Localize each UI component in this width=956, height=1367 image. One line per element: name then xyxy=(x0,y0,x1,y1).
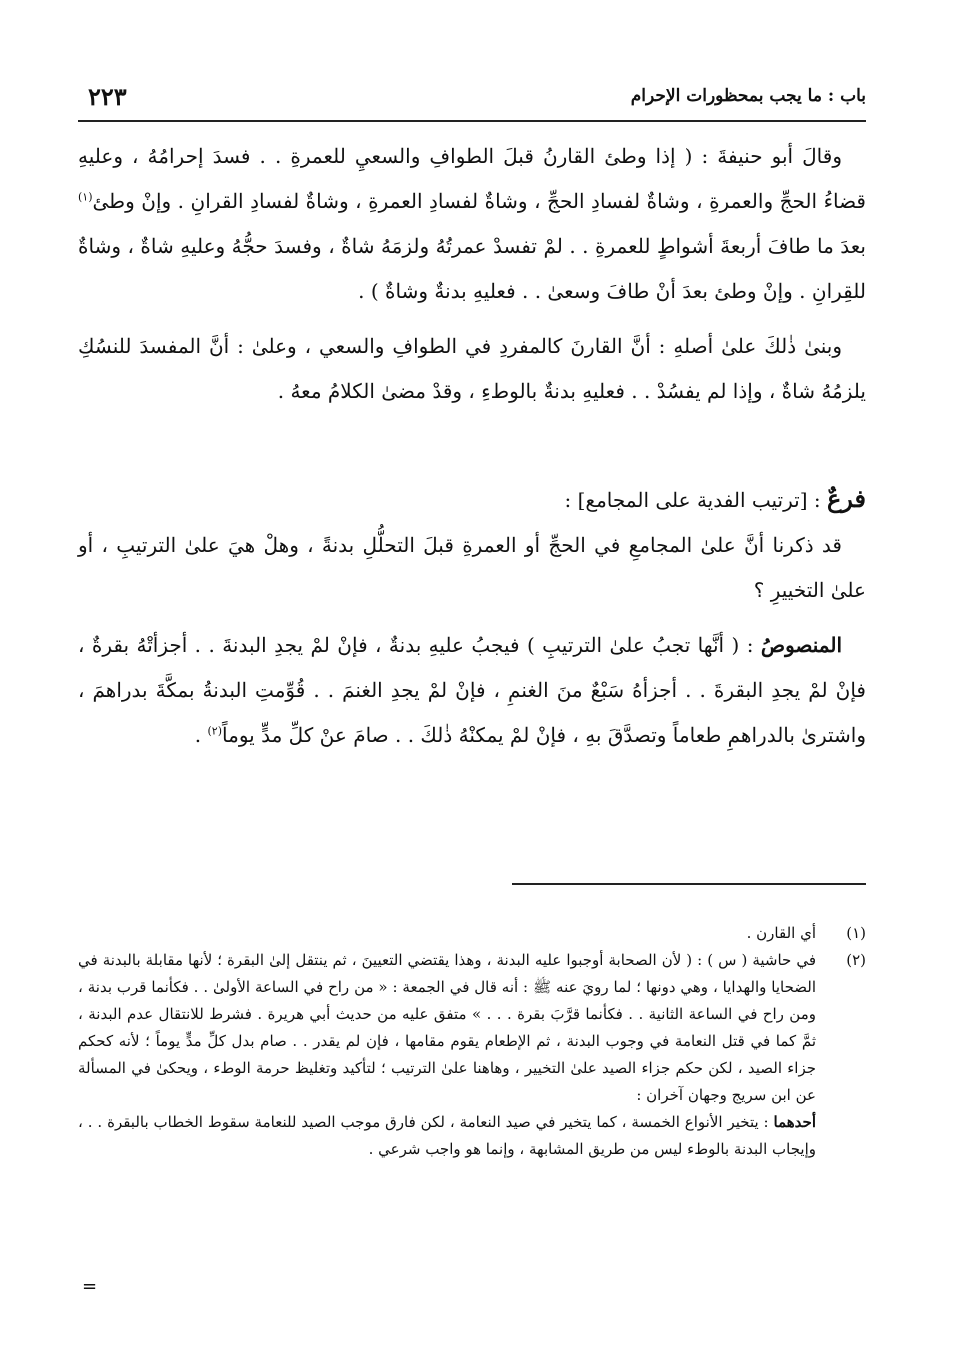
branch-label: فرعٌ xyxy=(826,484,866,513)
footnote-divider xyxy=(512,883,866,885)
footnote-2-continued-text: : يتخير الأنواع الخمسة ، كما يتخير في صيد النعامة ، لكن فارق موجب الصيد للنعامة سقوط الخطاب بالبقرة . . ، وإيجاب البدنة بالوطء ليس من طريق المشابهة ، وإنما هو واجب شرعي . xyxy=(78,1113,816,1158)
running-header xyxy=(78,78,866,122)
footnote-2-continued xyxy=(78,1109,866,1163)
main-text xyxy=(78,134,866,758)
paragraph-abu-hanifa xyxy=(78,134,866,314)
footnote-1-number: (١) xyxy=(846,924,866,942)
footnote-1 xyxy=(78,920,866,947)
paragraph-text-continued: بعدَ ما طافَ أربعةَ أشواطٍ للعمرةِ . . لمْ تفسدْ عمرتُهُ ولزمَهُ شاةٌ ، وفسدَ حجُّهُ وعليهِ شاةٌ ، وشاةٌ للقِرانِ . وإنْ وطئ بعدَ أنْ طافَ وسعىٰ . . فعليهِ بدنةٌ وشاةٌ ) . xyxy=(78,234,866,303)
branch-title-text: : [ترتيب الفدية على المجامع] : xyxy=(564,488,827,512)
paragraph-text: : ( أنَّها تجبُ علىٰ الترتيبِ ) فيجبُ عليهِ بدنةٌ ، فإنْ لمْ يجدِ البدنةَ . . أجزأتْهُ بقرةٌ ، فإنْ لمْ يجدِ البقرةَ . . أجزأهُ سَبْعٌ منَ الغنمِ ، فإنْ لمْ يجدِ الغنمَ . . قُوِّمتِ البدنةُ بمكَّةَ بدراهمَ ، واشترىٰ بالدراهمِ طعاماً وتصدَّقَ بهِ ، فإنْ لمْ يمكنْهُ ذٰلكَ . . صامَ عنْ كلِّ مدٍّ يوماً xyxy=(78,633,866,747)
footnote-ref-2[interactable]: (٢) xyxy=(207,724,223,738)
footnote-2-number: (٢) xyxy=(846,951,866,969)
footnote-1-text: أي القارن . xyxy=(746,924,816,942)
continuation-mark: = xyxy=(82,1276,98,1297)
paragraph-basis: وبنىٰ ذٰلكَ علىٰ أصلهِ : أنَّ القارنَ كالمفردِ في الطوافِ والسعي ، وعلىٰ : أنَّ المفسدَ للنسُكِ يلزمُهُ شاةٌ ، وإذا لم يفسُدْ . . فعليهِ بدنةٌ بالوطءِ ، وقدْ مضىٰ الكلامُ معهُ . xyxy=(78,334,866,403)
paragraph-order-question: قد ذكرنا أنَّ علىٰ المجامعِ في الحجِّ أو العمرةِ قبلَ التحلُّلِ بدنةً ، وهلْ هيَ علىٰ الترتيبِ ، أو علىٰ التخييرِ ؟ xyxy=(78,533,866,602)
footnote-2-text: في حاشية ( س ) : ( لأن الصحابة أوجبوا عليه البدنة ، وهذا يقتضي التعيينَ ، ثم ينتقل إلىٰ البقرة ؛ لأنها مقابلة بالبدنة في الضحايا والهدايا ، وهي دونها ؛ لما رويَ عنه ﷺ : أنه قال في الجمعة : « من راح في الساعة الأولىٰ . . فكأنما قرب بدنة ، ومن راح في الساعة الثانية . . فكأنما قرَّبَ بقرة . . . » متفق عليه من حديث أبي هريرة . فشرط للانتقال عدم البدنة ، ثمَّ كما في قتل النعامة في وجوب البدنة ، ثم الإطعام يقوم مقامها ، فإن لم يقدر . . صام بدل كلِّ مدٍّ يوماً ؛ لأنه كحكم جزاء الصيد ، لكن حكم جزاء الصيد علىٰ التخيير ، وهاهنا علىٰ الترتيب ؛ لتأكيد وتغليظ حرمة الوطء ، ويحكىٰ في المسألة عن ابن سريج وجهان آخران : xyxy=(78,951,816,1104)
footnote-2 xyxy=(78,947,866,1109)
chapter-title: باب : ما يجب بمحظورات الإحرام xyxy=(630,86,866,106)
page-number: ٢٢٣ xyxy=(88,82,127,111)
footnote-2-first-label: أحدهما xyxy=(773,1113,816,1131)
header-divider xyxy=(78,120,866,122)
section-heading xyxy=(78,476,866,523)
stipulated-label: المنصوصُ xyxy=(760,633,842,657)
footnote-ref-1[interactable]: (١) xyxy=(78,190,93,204)
footnotes xyxy=(78,920,866,1163)
paragraph-stipulated xyxy=(78,623,866,758)
paragraph-end: . xyxy=(194,723,208,747)
paragraph-text: وقالَ أبو حنيفةَ : ( إذا وطئ القارنُ قبلَ الطوافِ والسعيِ للعمرةِ . . فسدَ إحرامُهُ ، وعليهِ قضاءُ الحجِّ والعمرةِ ، وشاةٌ لفسادِ الحجِّ ، وشاةٌ لفسادِ العمرةِ ، وشاةٌ لفسادِ القرانِ . وإنْ وطئ xyxy=(78,144,866,213)
